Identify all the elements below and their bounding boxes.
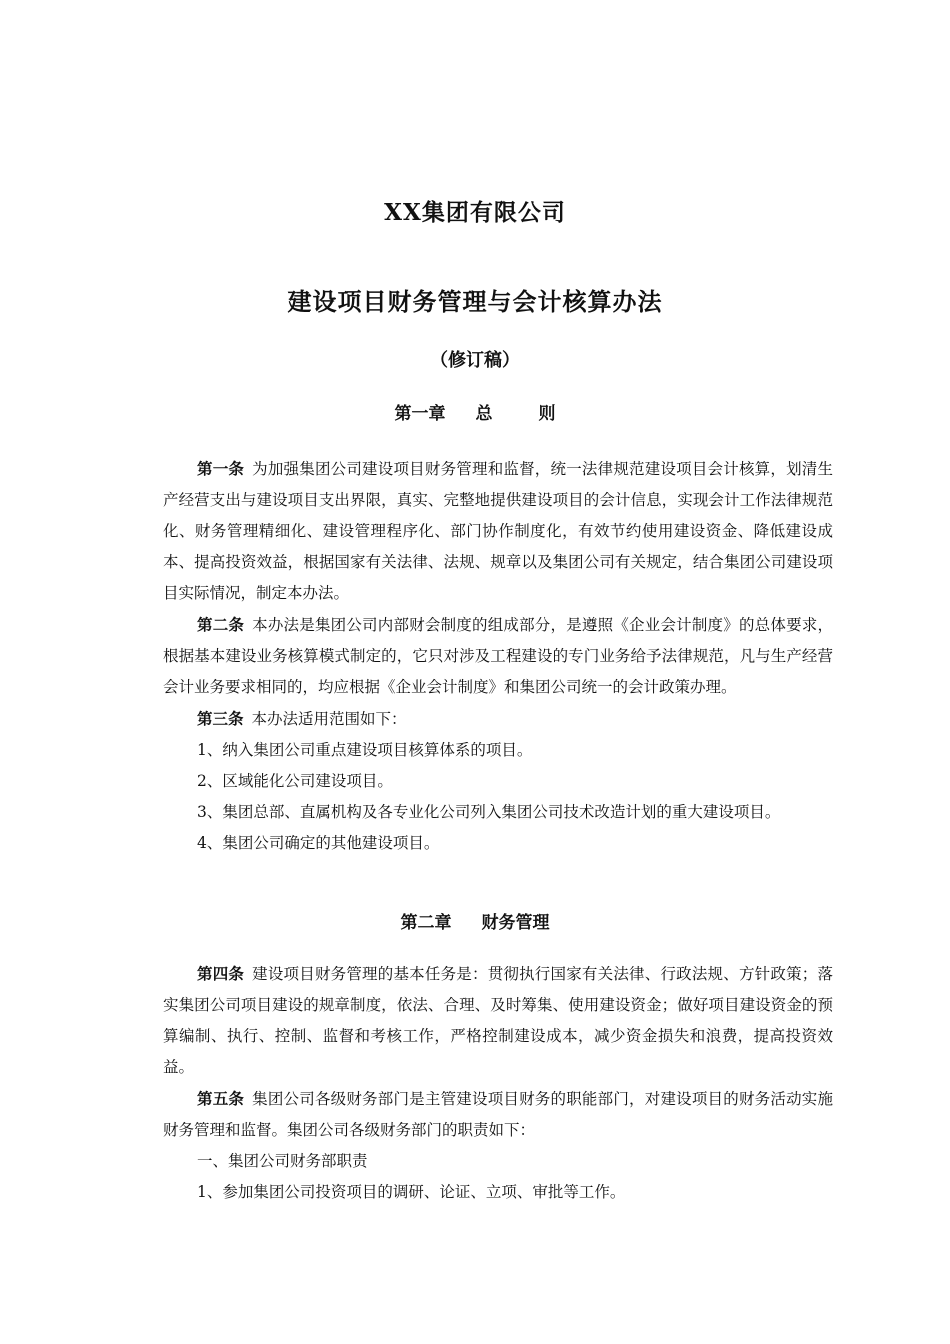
list-item: 2、区域能化公司建设项目。 bbox=[197, 772, 393, 790]
article-label: 第一条 bbox=[197, 459, 245, 478]
chapter-1-name-part-1: 总 bbox=[475, 404, 493, 424]
chapter-2-name: 财务管理 bbox=[481, 913, 550, 933]
revision-label: （修订稿） bbox=[430, 350, 520, 371]
article-label: 第二条 bbox=[197, 615, 245, 634]
article-text: 本办法是集团公司内部财会制度的组成部分，是遵照《企业会计制度》的总体要求，根据基本建设业务核算模式制定的，它只对涉及工程建设的专门业务给予法律规范，凡与生产经营会计业务要求相同的，均应根据《企业会计制度》和集团公司统一的会计政策办理。 bbox=[163, 616, 833, 696]
chapter-1-body bbox=[163, 453, 833, 859]
article-2 bbox=[163, 609, 833, 703]
list-item: 3、集团总部、直属机构及各专业化公司列入集团公司技术改造计划的重大建设项目。 bbox=[197, 803, 781, 821]
document-title: 建设项目财务管理与会计核算办法 bbox=[287, 287, 663, 316]
article-label: 第四条 bbox=[197, 964, 245, 983]
article-text: 本办法适用范围如下： bbox=[251, 710, 407, 728]
article-text: 为加强集团公司建设项目财务管理和监督，统一法律规范建设项目会计核算，划清生产经营支出与建设项目支出界限，真实、完整地提供建设项目的会计信息，实现会计工作法律规范化、财务管理精细化、建设管理程序化、部门协作制度化，有效节约使用建设资金、降低建设成本、提高投资效益，根据国家有关法律、法规、规章以及集团公司有关规定，结合集团公司建设项目实际情况，制定本办法。 bbox=[163, 460, 833, 602]
chapter-2-body bbox=[163, 958, 833, 1208]
list-item: 4、集团公司确定的其他建设项目。 bbox=[197, 834, 440, 852]
article-text: 建设项目财务管理的基本任务是：贯彻执行国家有关法律、行政法规、方针政策；落实集团公司项目建设的规章制度，依法、合理、及时筹集、使用建设资金；做好项目建设资金的预算编制、执行、控制、监督和考核工作，严格控制建设成本，减少资金损失和浪费，提高投资效益。 bbox=[163, 965, 833, 1076]
chapter-2-heading bbox=[0, 908, 950, 933]
article-3 bbox=[163, 703, 833, 735]
chapter-1-label: 第一章 bbox=[394, 404, 446, 424]
company-title: XX集团有限公司 bbox=[384, 199, 566, 226]
article-label: 第三条 bbox=[197, 709, 244, 728]
chapter-1-heading bbox=[0, 399, 950, 424]
list-item: 一、集团公司财务部职责 bbox=[197, 1152, 368, 1170]
chapter-2-label: 第二章 bbox=[400, 913, 452, 933]
list-item: 1、参加集团公司投资项目的调研、论证、立项、审批等工作。 bbox=[197, 1183, 626, 1201]
list-item: 1、纳入集团公司重点建设项目核算体系的项目。 bbox=[197, 741, 533, 759]
article-4 bbox=[163, 958, 833, 1083]
article-1 bbox=[163, 453, 833, 609]
article-5 bbox=[163, 1083, 833, 1146]
article-label: 第五条 bbox=[197, 1089, 245, 1108]
article-text: 集团公司各级财务部门是主管建设项目财务的职能部门，对建设项目的财务活动实施财务管理和监督。集团公司各级财务部门的职责如下： bbox=[163, 1090, 833, 1139]
chapter-1-name-part-2: 则 bbox=[538, 404, 556, 424]
